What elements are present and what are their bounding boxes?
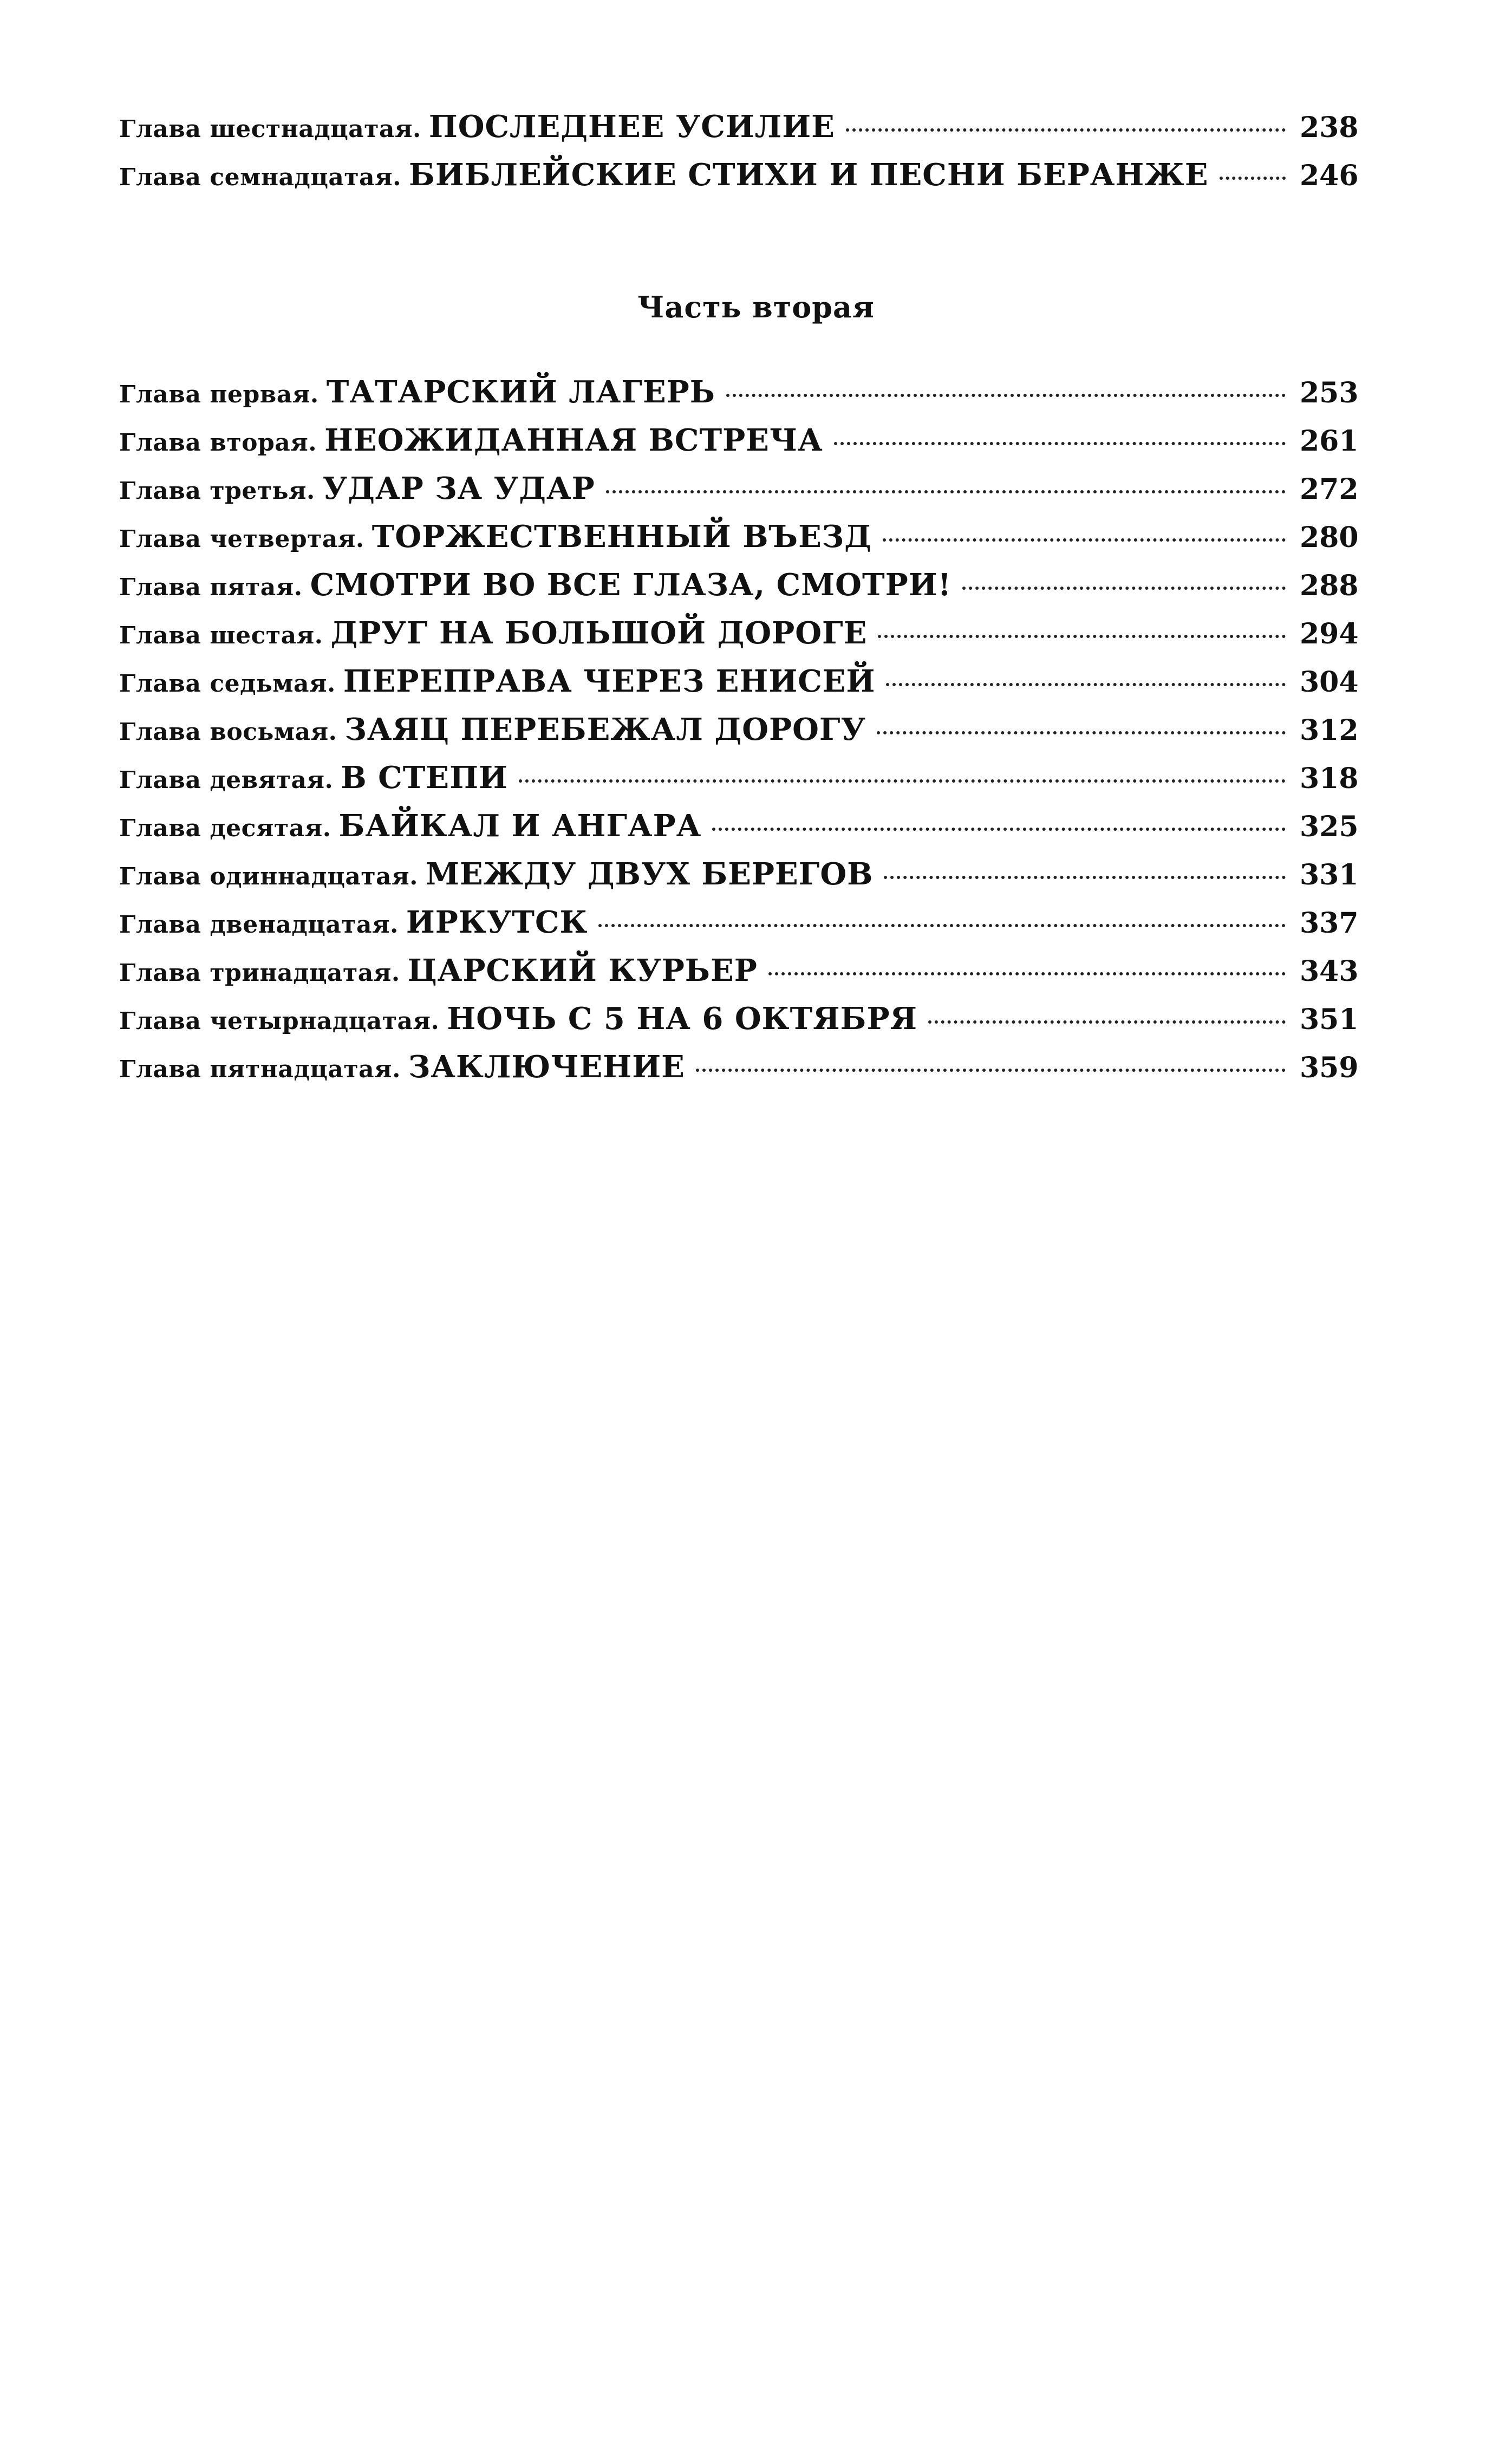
chapter-title: ДРУГ НА БОЛЬШОЙ ДОРОГЕ <box>330 615 868 651</box>
toc-part-two <box>119 368 1359 1091</box>
page-number: 238 <box>1300 111 1359 144</box>
page-number: 261 <box>1300 425 1359 458</box>
dot-leader <box>884 876 1286 879</box>
chapter-label: Глава двенадцатая. <box>119 911 399 939</box>
chapter-label: Глава восьмая. <box>119 718 337 746</box>
toc-entry <box>119 609 1359 658</box>
page-number: 272 <box>1300 473 1359 506</box>
dot-leader <box>712 828 1286 831</box>
chapter-title: ЗАЯЦ ПЕРЕБЕЖАЛ ДОРОГУ <box>344 712 866 747</box>
chapter-title: ТОРЖЕСТВЕННЫЙ ВЪЕЗД <box>372 519 872 555</box>
chapter-label: Глава третья. <box>119 477 315 505</box>
chapter-label: Глава вторая. <box>119 429 317 457</box>
page-number: 343 <box>1300 955 1359 988</box>
dot-leader <box>928 1020 1286 1024</box>
page-number: 253 <box>1300 376 1359 409</box>
chapter-title: ПЕРЕПРАВА ЧЕРЕЗ ЕНИСЕЙ <box>343 663 876 699</box>
page-number: 351 <box>1300 1003 1359 1036</box>
toc-entry <box>119 995 1359 1043</box>
chapter-title: ЗАКЛЮЧЕНИЕ <box>408 1049 685 1085</box>
dot-leader <box>846 128 1286 132</box>
chapter-title: В СТЕПИ <box>341 760 508 796</box>
page-number: 312 <box>1300 714 1359 747</box>
chapter-label: Глава пятнадцатая. <box>119 1056 401 1083</box>
chapter-title: ПОСЛЕДНЕЕ УСИЛИЕ <box>428 109 835 145</box>
dot-leader <box>962 587 1286 590</box>
toc-entry <box>119 899 1359 947</box>
chapter-title: ТАТАРСКИЙ ЛАГЕРЬ <box>326 374 715 410</box>
toc-entry <box>119 368 1359 416</box>
chapter-label: Глава четырнадцатая. <box>119 1007 440 1035</box>
chapter-label: Глава седьмая. <box>119 670 336 698</box>
chapter-label: Глава пятая. <box>119 574 303 601</box>
chapter-label: Глава десятая. <box>119 815 331 842</box>
dot-leader <box>606 490 1286 493</box>
chapter-label: Глава первая. <box>119 381 319 408</box>
page-number: 294 <box>1300 617 1359 650</box>
page-number: 337 <box>1300 907 1359 940</box>
dot-leader <box>696 1069 1286 1072</box>
toc-entry <box>119 754 1359 802</box>
chapter-label: Глава девятая. <box>119 766 334 794</box>
chapter-title: ЦАРСКИЙ КУРЬЕР <box>407 953 758 988</box>
chapter-title: ИРКУТСК <box>406 904 588 940</box>
chapter-title: БИБЛЕЙСКИЕ СТИХИ И ПЕСНИ БЕРАНЖЕ <box>408 157 1209 193</box>
toc-entry <box>119 947 1359 995</box>
toc-entry <box>119 706 1359 754</box>
toc-entry <box>119 850 1359 899</box>
chapter-title: НОЧЬ С 5 НА 6 ОКТЯБРЯ <box>447 1001 917 1037</box>
toc-entry <box>119 658 1359 706</box>
chapter-title: СМОТРИ ВО ВСЕ ГЛАЗА, СМОТРИ! <box>310 567 952 603</box>
dot-leader <box>877 731 1286 734</box>
page-number: 318 <box>1300 762 1359 795</box>
toc-entry <box>119 465 1359 513</box>
chapter-label: Глава шестая. <box>119 622 323 649</box>
toc-entry <box>119 1043 1359 1091</box>
chapter-label: Глава семнадцатая. <box>119 164 401 191</box>
dot-leader <box>598 924 1286 927</box>
page-number: 325 <box>1300 810 1359 843</box>
chapter-title: УДАР ЗА УДАР <box>322 471 595 506</box>
chapter-label: Глава четвертая. <box>119 525 364 553</box>
dot-leader <box>878 635 1286 638</box>
chapter-title: БАЙКАЛ И АНГАРА <box>338 808 702 844</box>
page-number: 359 <box>1300 1051 1359 1084</box>
chapter-label: Глава одиннадцатая. <box>119 863 418 890</box>
dot-leader <box>726 394 1286 397</box>
dot-leader <box>883 538 1286 542</box>
section-heading: Часть вторая <box>637 290 875 324</box>
page-number: 288 <box>1300 569 1359 602</box>
dot-leader <box>768 972 1286 975</box>
page-number: 304 <box>1300 666 1359 699</box>
toc-entry <box>119 561 1359 609</box>
dot-leader <box>1220 177 1286 180</box>
dot-leader <box>886 683 1286 686</box>
chapter-title: НЕОЖИДАННАЯ ВСТРЕЧА <box>324 422 823 458</box>
toc-entry <box>119 416 1359 465</box>
toc-entry <box>119 802 1359 850</box>
dot-leader <box>834 442 1286 445</box>
toc-entry <box>119 103 1359 151</box>
dot-leader <box>519 779 1286 783</box>
page-number: 280 <box>1300 521 1359 554</box>
chapter-label: Глава тринадцатая. <box>119 959 400 987</box>
toc-entry <box>119 151 1359 199</box>
toc-entry <box>119 513 1359 561</box>
chapter-title: МЕЖДУ ДВУХ БЕРЕГОВ <box>425 856 874 892</box>
page-number: 331 <box>1300 858 1359 891</box>
chapter-label: Глава шестнадцатая. <box>119 115 421 143</box>
toc-part-one <box>119 103 1359 199</box>
page-number: 246 <box>1300 159 1359 192</box>
